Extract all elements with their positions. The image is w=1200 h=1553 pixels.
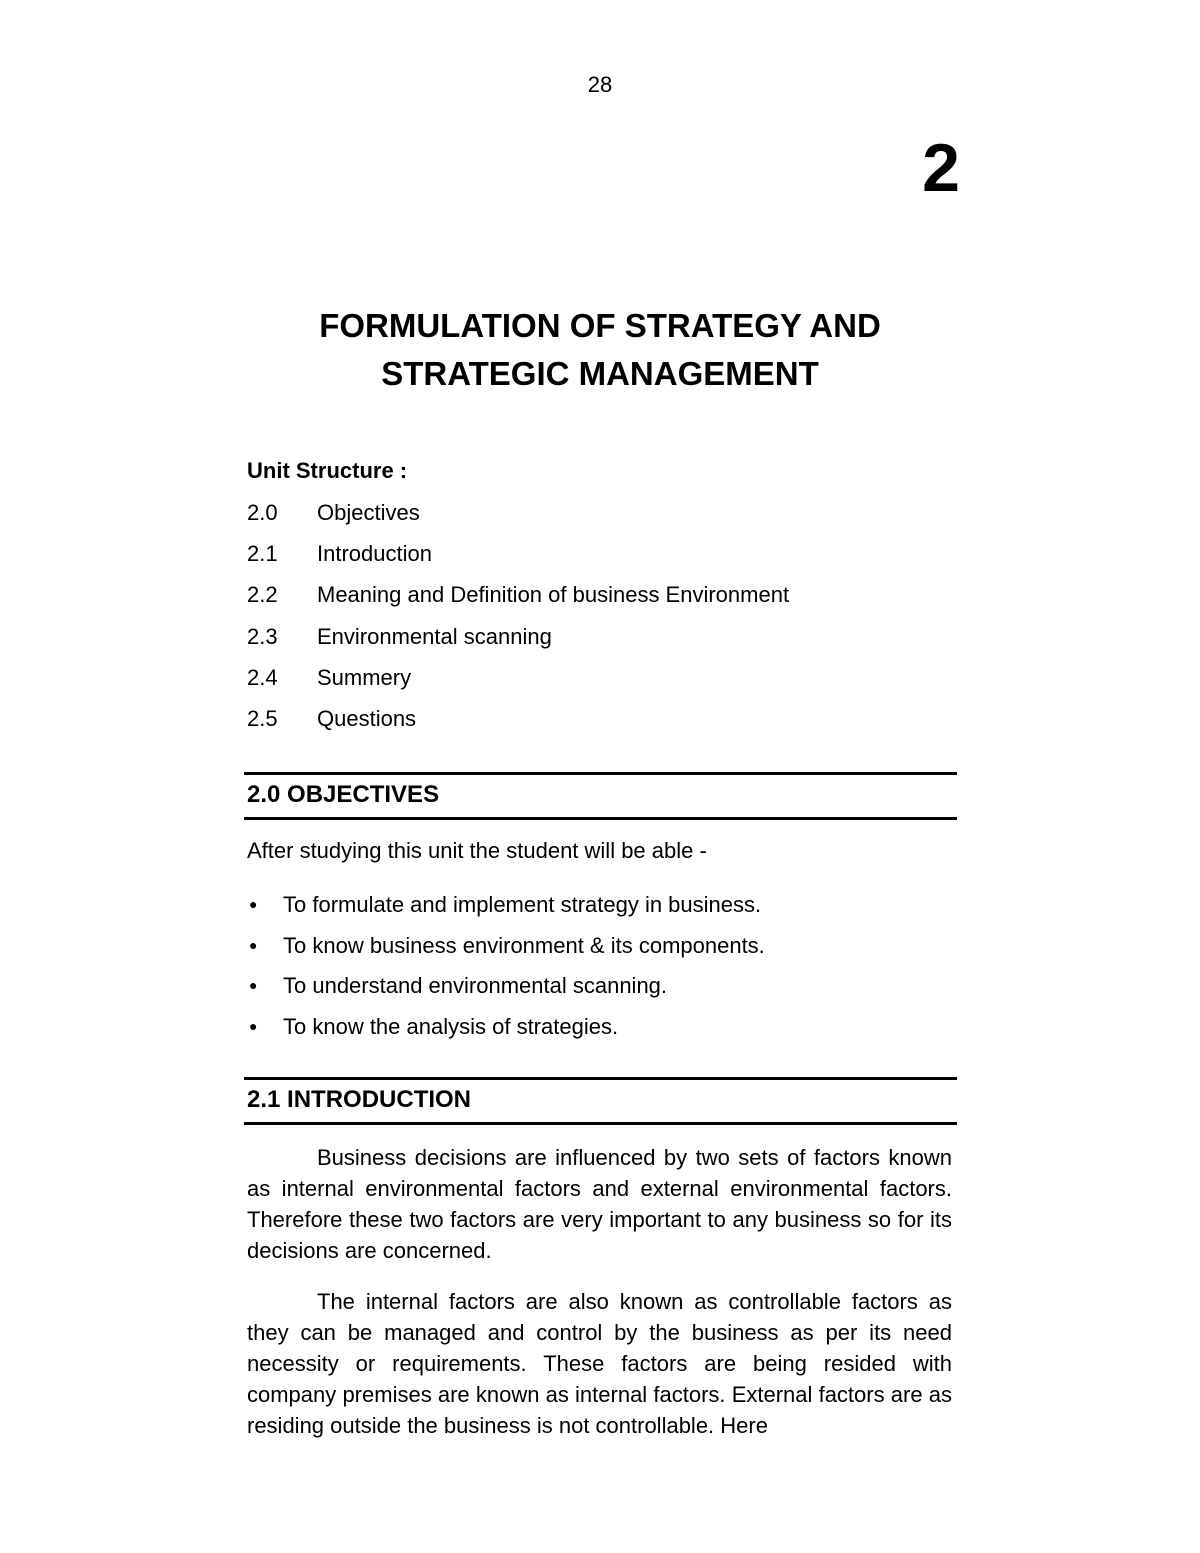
- bullet-text: To formulate and implement strategy in business.: [283, 892, 762, 917]
- bullet-icon: ●: [249, 896, 258, 912]
- list-item: [247, 888, 765, 929]
- chapter-number: 2: [922, 130, 960, 206]
- bullet-icon: ●: [249, 1017, 258, 1034]
- unit-item-number: 2.2: [247, 582, 278, 608]
- unit-structure-item: [247, 578, 789, 619]
- unit-structure-heading: Unit Structure :: [247, 458, 408, 483]
- bullet-text: To know the analysis of strategies.: [283, 1013, 619, 1039]
- bullet-icon: ●: [249, 977, 258, 994]
- unit-item-number: 2.1: [247, 541, 278, 567]
- unit-item-label: Environmental scanning: [317, 623, 552, 649]
- introduction-paragraph-1: Business decisions are influenced by two sets of factors known as internal environmental factors and external environmental factors. Therefore these two factors are very important to any business so for its decisions are concerned.: [247, 1145, 952, 1263]
- unit-item-label: Introduction: [317, 541, 432, 567]
- list-item: [247, 969, 765, 1010]
- unit-structure-item: [247, 620, 789, 661]
- chapter-title-line-2: STRATEGIC MANAGEMENT: [381, 355, 819, 392]
- introduction-paragraph-2: The internal factors are also known as controllable factors as they can be managed and control by the business as per its need necessity or requirements. These factors are being resided with company premises are known as internal factors. External factors are as residing outside the business is not controllable. Here: [247, 1289, 952, 1438]
- bullet-text: To understand environmental scanning.: [283, 973, 668, 999]
- unit-item-label: Questions: [317, 705, 417, 731]
- objectives-bullet-list: [247, 888, 765, 1050]
- unit-structure-item: [247, 661, 789, 702]
- unit-item-label: Summery: [317, 664, 412, 690]
- introduction-heading: 2.1 INTRODUCTION: [244, 1077, 957, 1125]
- chapter-title: [200, 302, 1000, 398]
- unit-structure-item: [247, 702, 789, 743]
- unit-structure-item: [247, 537, 789, 578]
- bullet-icon: ●: [249, 936, 258, 953]
- unit-item-label: Meaning and Definition of business Environment: [317, 582, 790, 608]
- objectives-heading: 2.0 OBJECTIVES: [244, 772, 957, 820]
- unit-structure-item: [247, 496, 789, 537]
- page-number: 28: [587, 72, 613, 97]
- list-item: [247, 1010, 765, 1051]
- unit-item-number: 2.0: [247, 500, 278, 525]
- unit-structure-list: [247, 496, 789, 743]
- unit-item-label: Objectives: [317, 500, 420, 525]
- chapter-title-line-1: FORMULATION OF STRATEGY AND: [319, 307, 881, 344]
- unit-item-number: 2.4: [247, 664, 278, 690]
- bullet-text: To know business environment & its components.: [283, 932, 765, 958]
- unit-item-number: 2.3: [247, 623, 278, 649]
- list-item: [247, 929, 765, 970]
- objectives-intro: After studying this unit the student will be able -: [247, 838, 707, 863]
- unit-item-number: 2.5: [247, 705, 278, 731]
